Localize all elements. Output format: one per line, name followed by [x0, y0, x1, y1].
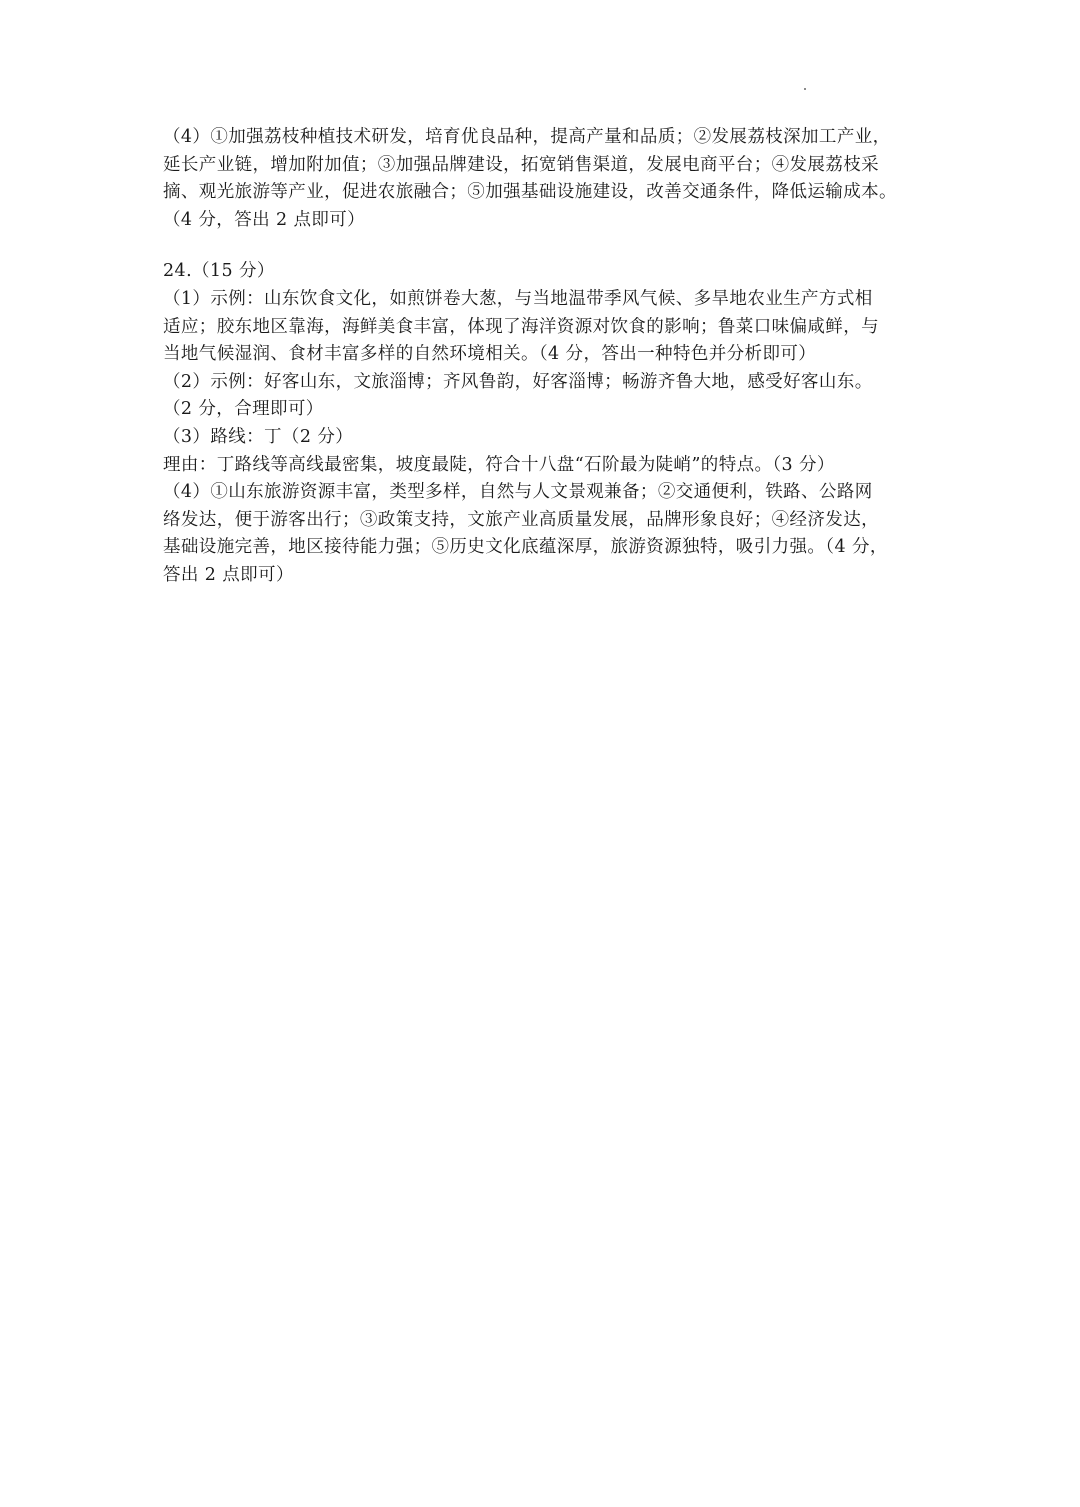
question-heading: 24.（15 分）	[163, 261, 275, 282]
text-line: （4）①加强荔枝种植技术研发，培育优良品种，提高产量和品质；②发展荔枝深加工产业，	[163, 127, 891, 147]
text-line: （4）①山东旅游资源丰富，类型多样，自然与人文景观兼备；②交通便利，铁路、公路网	[163, 482, 873, 503]
q24-answer	[163, 258, 933, 589]
text-line: 当地气候湿润、食材丰富多样的自然环境相关。（4 分，答出一种特色并分析即可）	[163, 344, 817, 365]
section-gap	[163, 234, 933, 258]
text-line: 延长产业链，增加附加值；③加强品牌建设，拓宽销售渠道，发展电商平台；④发展荔枝采	[163, 154, 879, 175]
text-line: （4 分，答出 2 点即可）	[163, 209, 366, 230]
scan-speck	[804, 88, 806, 90]
text-line: （3）路线：丁（2 分）	[163, 426, 354, 447]
answer-content	[163, 124, 933, 590]
text-line: 答出 2 点即可）	[163, 564, 294, 585]
text-line: 摘、观光旅游等产业，促进农旅融合；⑤加强基础设施建设，改善交通条件，降低运输成本。	[163, 182, 897, 203]
text-line: 基础设施完善，地区接待能力强；⑤历史文化底蕴深厚，旅游资源独特，吸引力强。（4 分，	[163, 537, 888, 558]
text-line: 适应；胶东地区靠海，海鲜美食丰富，体现了海洋资源对饮食的影响；鲁菜口味偏咸鲜，与	[163, 316, 879, 337]
text-line: （2 分，合理即可）	[163, 399, 324, 420]
text-line: 理由：丁路线等高线最密集，坡度最陡，符合十八盘“石阶最为陡峭”的特点。（3 分）	[163, 454, 835, 475]
text-line: （2）示例：好客山东，文旅淄博；齐风鲁韵，好客淄博；畅游齐鲁大地，感受好客山东。	[163, 371, 873, 392]
text-line: （1）示例：山东饮食文化，如煎饼卷大葱，与当地温带季风气候、多旱地农业生产方式相	[163, 288, 873, 309]
text-line: 络发达，便于游客出行；③政策支持，文旅产业高质量发展，品牌形象良好；④经济发达，	[163, 509, 879, 530]
q23-part4-answer	[163, 124, 933, 234]
